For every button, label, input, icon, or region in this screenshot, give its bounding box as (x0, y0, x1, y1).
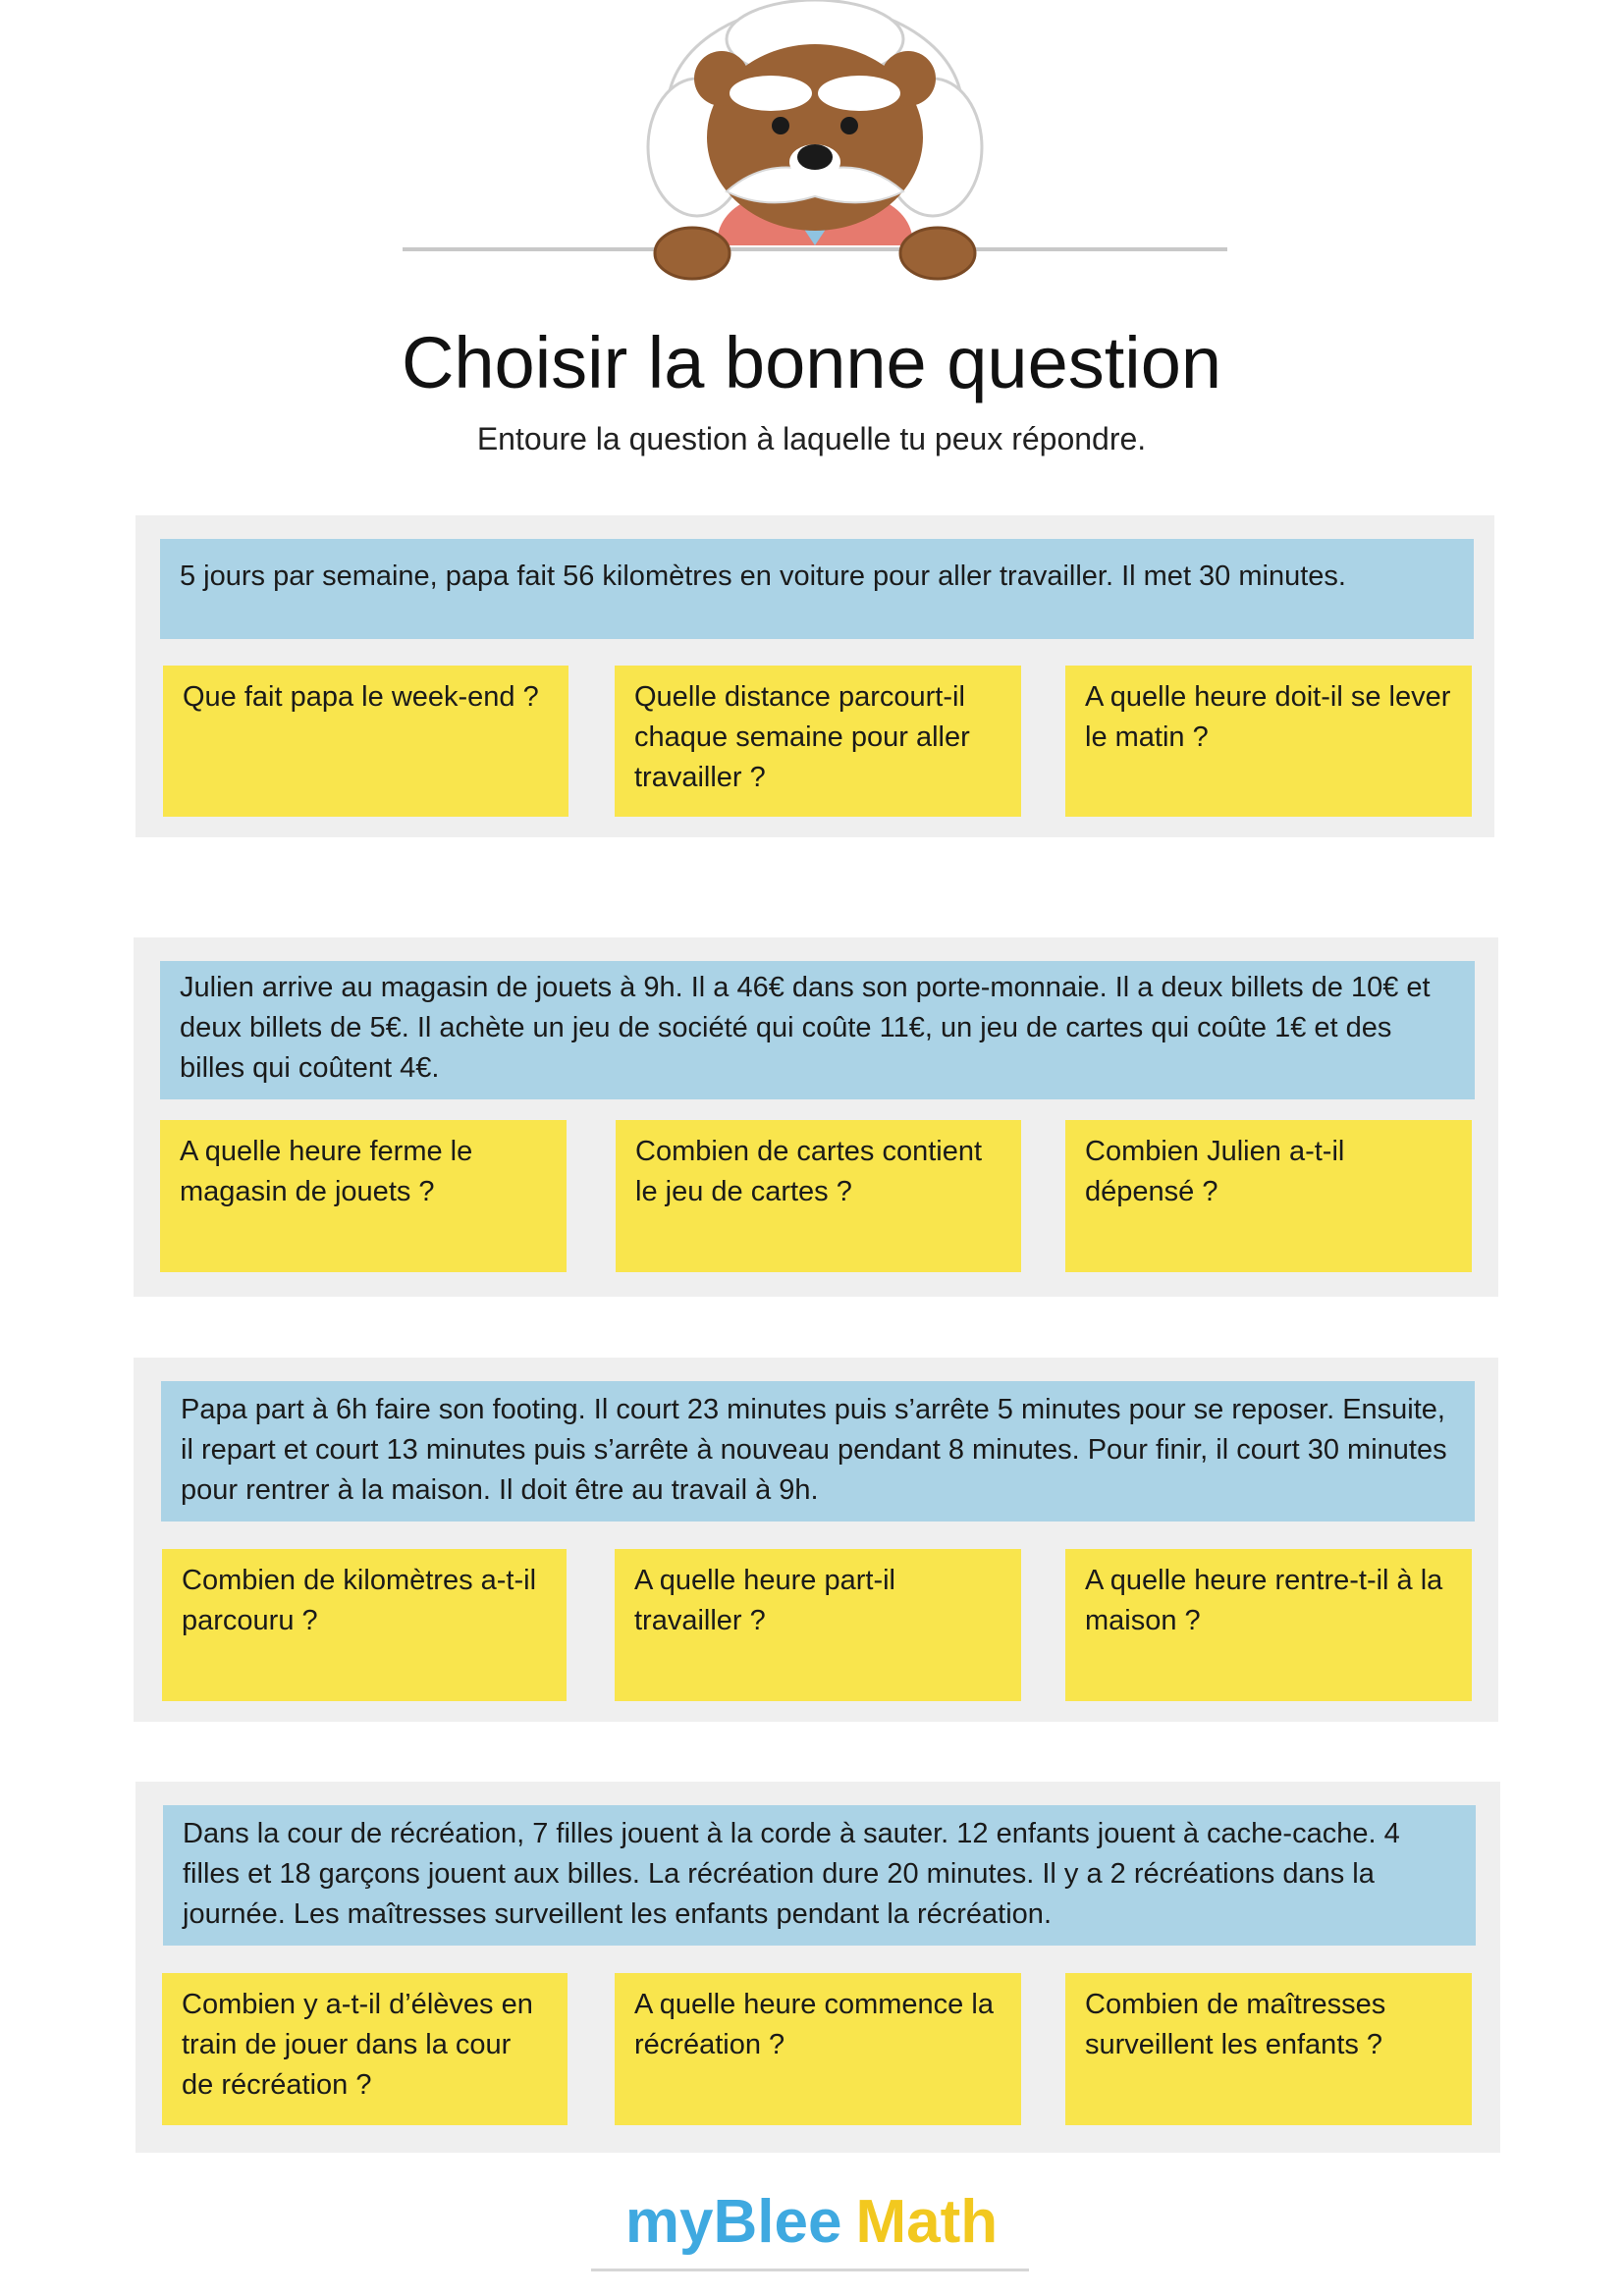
choice-2-c[interactable]: Combien Julien a-t-il dépensé ? (1065, 1120, 1472, 1272)
choice-2-b[interactable]: Combien de cartes contient le jeu de cartes ? (616, 1120, 1021, 1272)
choice-3-b[interactable]: A quelle heure part-il travailler ? (615, 1549, 1021, 1701)
choice-3-c[interactable]: A quelle heure rentre-t-il à la maison ? (1065, 1549, 1472, 1701)
logo-math: Math (855, 2188, 999, 2256)
choice-1-b[interactable]: Quelle distance parcourt-il chaque semaine pour aller travailler ? (615, 666, 1021, 817)
choice-4-b[interactable]: A quelle heure commence la récréation ? (615, 1973, 1021, 2125)
page-subtitle: Entoure la question à laquelle tu peux répondre. (476, 421, 1147, 456)
mybleemath-logo (0, 2187, 1623, 2257)
choice-4-c[interactable]: Combien de maîtresses surveillent les enfants ? (1065, 1973, 1472, 2125)
problem-statement-1: 5 jours par semaine, papa fait 56 kilomètres en voiture pour aller travailler. Il met 30 minutes. (160, 539, 1474, 639)
footer-divider (591, 2269, 1029, 2271)
page-title: Choisir la bonne question (401, 322, 1222, 403)
problem-statement-3: Papa part à 6h faire son footing. Il court 23 minutes puis s’arrête 5 minutes pour se reposer. Ensuite, il repart et court 13 minutes puis s’arrête à nouveau pendant 8 minutes. Pour finir, il court 30 minutes pour rentrer à la maison. Il doit être au travail à 9h. (161, 1381, 1475, 1522)
problem-statement-2: Julien arrive au magasin de jouets à 9h. Il a 46€ dans son porte-monnaie. Il a deux billets de 10€ et deux billets de 5€. Il achète un jeu de société qui coûte 11€, un jeu de cartes qui coûte 1€ et des billes qui coûtent 4€. (160, 961, 1475, 1099)
choice-2-a[interactable]: A quelle heure ferme le magasin de jouets ? (160, 1120, 567, 1272)
choice-4-a[interactable]: Combien y a-t-il d’élèves en train de jouer dans la cour de récréation ? (162, 1973, 568, 2125)
problem-statement-4: Dans la cour de récréation, 7 filles jouent à la corde à sauter. 12 enfants jouent à cache-cache. 4 filles et 18 garçons jouent aux billes. La récréation dure 20 minutes. Il y a 2 récréations dans la journée. Les maîtresses surveillent les enfants pendant la récréation. (163, 1805, 1476, 1946)
logo-my: my (624, 2188, 714, 2256)
choice-1-a[interactable]: Que fait papa le week-end ? (163, 666, 568, 817)
logo-blee: Blee (713, 2188, 842, 2256)
bear-mascot-icon (393, 0, 1237, 285)
choice-3-a[interactable]: Combien de kilomètres a-t-il parcouru ? (162, 1549, 567, 1701)
choice-1-c[interactable]: A quelle heure doit-il se lever le matin ? (1065, 666, 1472, 817)
